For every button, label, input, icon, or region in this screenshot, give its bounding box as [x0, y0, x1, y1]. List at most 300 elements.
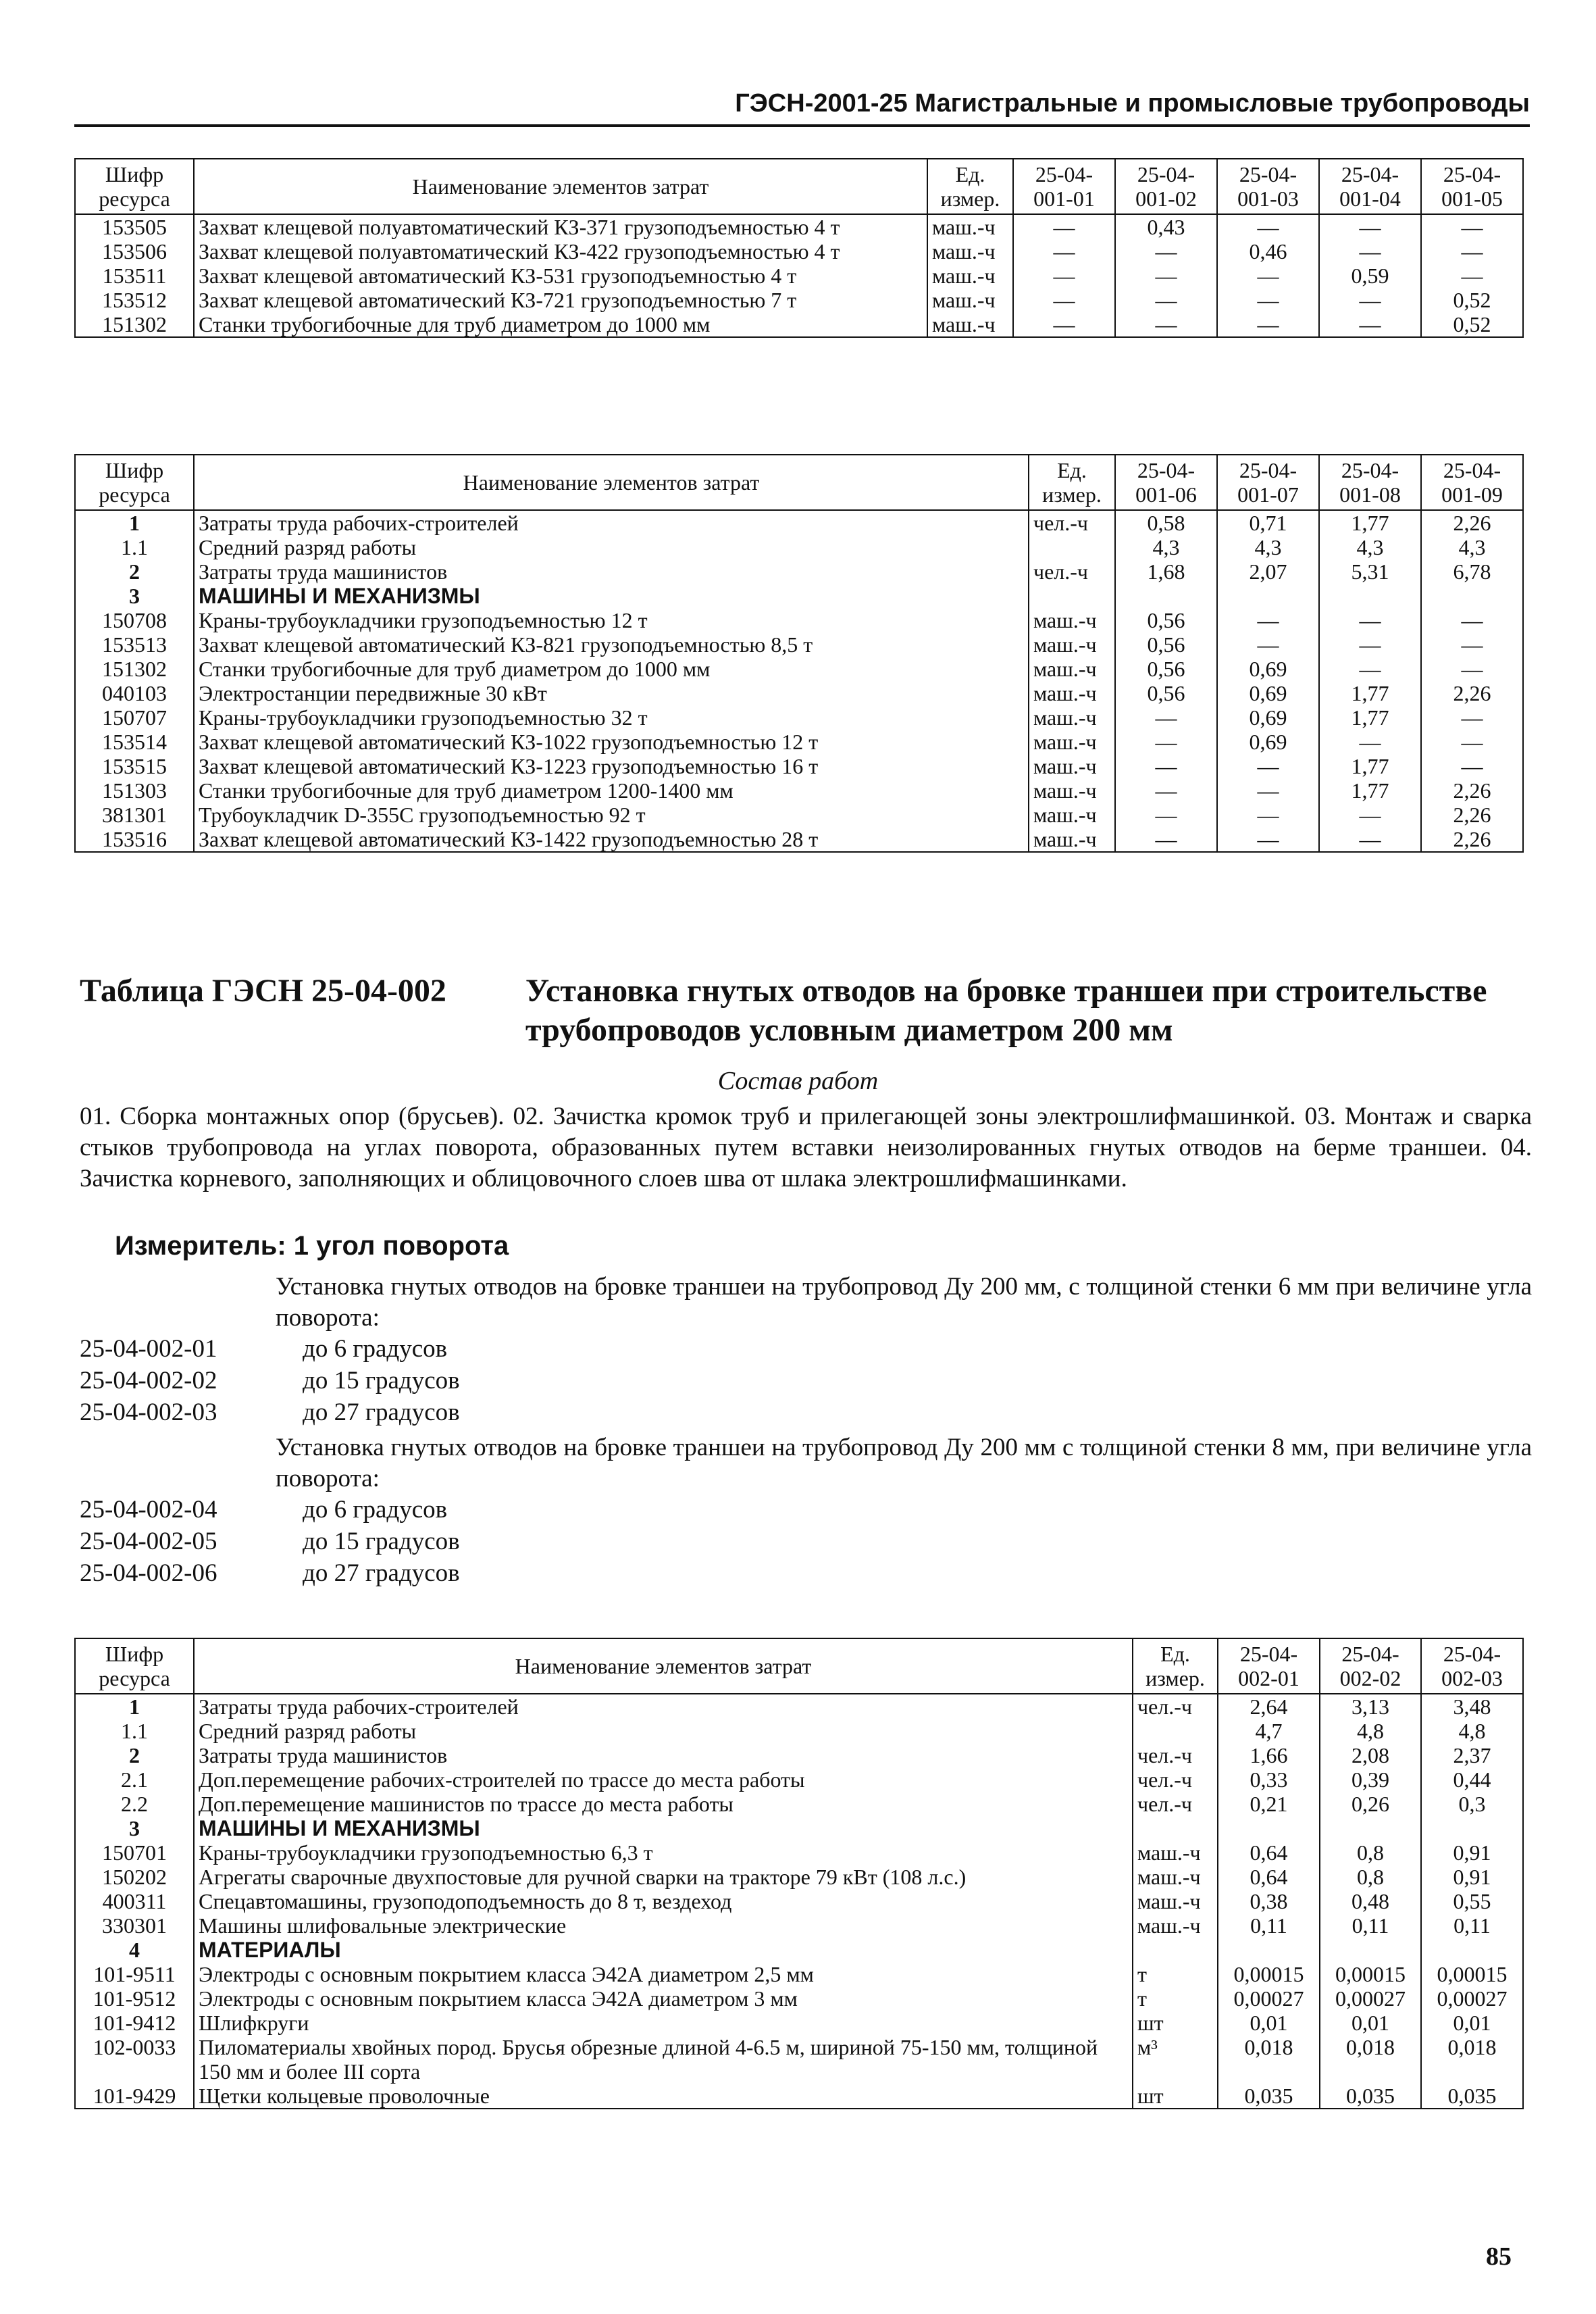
norm-value: —	[1319, 803, 1421, 827]
resource-name: Затраты труда машинистов	[194, 1743, 1133, 1767]
norm-text: до 15 градусов	[303, 1528, 460, 1555]
resource-unit: маш.-ч	[1029, 754, 1115, 778]
norm-value: 0,69	[1217, 657, 1319, 681]
norm-text: до 27 градусов	[303, 1559, 460, 1587]
norm-value: —	[1115, 778, 1217, 803]
norm-item	[80, 1365, 1532, 1397]
norm-text: до 6 градусов	[303, 1335, 448, 1363]
norm-value: 0,01	[1320, 2011, 1421, 2035]
norm-value	[1421, 1938, 1523, 1962]
norm-value: 0,38	[1218, 1889, 1320, 1913]
norm-value: —	[1115, 263, 1217, 288]
resource-code: 153514	[75, 730, 194, 754]
norm-value	[1421, 584, 1523, 608]
norm-value: —	[1115, 754, 1217, 778]
norm-value: 0,8	[1320, 1865, 1421, 1889]
norm-value: 5,31	[1319, 559, 1421, 584]
norm-value: —	[1421, 705, 1523, 730]
norm-code: 25-04-002-02	[80, 1367, 217, 1394]
norm-value	[1218, 1816, 1320, 1840]
table-row	[75, 827, 1523, 852]
table-row	[75, 608, 1523, 632]
norm-value: 4,3	[1421, 535, 1523, 559]
norm-value: 2,26	[1421, 827, 1523, 852]
resource-name: Затраты труда рабочих-строителей	[194, 510, 1029, 535]
norm-value: 1,77	[1319, 705, 1421, 730]
resource-unit	[1133, 1938, 1218, 1962]
norm-value: 0,018	[1218, 2035, 1320, 2084]
norm-value: —	[1421, 608, 1523, 632]
table-row	[75, 2035, 1523, 2084]
resource-unit	[1133, 1816, 1218, 1840]
table-header-row	[75, 455, 1523, 510]
header-code: Шифр ресурса	[75, 455, 194, 510]
running-header: ГЭСН-2001-25 Магистральные и промысловые трубопроводы	[74, 88, 1530, 127]
norm-text: до 15 градусов	[303, 1367, 460, 1394]
norm-value: 2,08	[1320, 1743, 1421, 1767]
resource-unit: маш.-ч	[1029, 608, 1115, 632]
norm-value: 0,56	[1115, 657, 1217, 681]
resource-unit: маш.-ч	[1029, 803, 1115, 827]
norm-value	[1421, 1816, 1523, 1840]
norm-code: 25-04-002-01	[80, 1335, 217, 1363]
norm-value: —	[1421, 263, 1523, 288]
resource-name: МАШИНЫ И МЕХАНИЗМЫ	[194, 1816, 1133, 1840]
norm-value: 0,00015	[1320, 1962, 1421, 1986]
resource-name: Электроды с основным покрытием класса Э42А диаметром 3 мм	[194, 1986, 1133, 2011]
resource-code: 150708	[75, 608, 194, 632]
header-code: Шифр ресурса	[75, 1638, 194, 1694]
norm-value: 0,56	[1115, 632, 1217, 657]
norm-value: —	[1421, 239, 1523, 263]
norm-value: 2,26	[1421, 681, 1523, 705]
resource-code: 101-9429	[75, 2084, 194, 2109]
measure-unit: Измеритель: 1 угол поворота	[115, 1231, 509, 1261]
resource-code: 2	[75, 1743, 194, 1767]
table-row	[75, 1767, 1523, 1792]
norm-item	[80, 1558, 1532, 1590]
header-norm-code: 25-04-001-06	[1115, 455, 1217, 510]
header-norm-code: 25-04-001-07	[1217, 455, 1319, 510]
norm-value: —	[1115, 288, 1217, 312]
norm-value: 0,43	[1115, 214, 1217, 239]
resource-name: Средний разряд работы	[194, 1719, 1133, 1743]
norm-value: 0,00027	[1320, 1986, 1421, 2011]
resource-name: Затраты труда машинистов	[194, 559, 1029, 584]
norm-value: 0,035	[1421, 2084, 1523, 2109]
norm-value: —	[1115, 730, 1217, 754]
resource-name: Захват клещевой автоматический КЗ-1022 грузоподъемностью 12 т	[194, 730, 1029, 754]
norm-value: 2,07	[1217, 559, 1319, 584]
resource-code: 153513	[75, 632, 194, 657]
norm-value: —	[1319, 608, 1421, 632]
resource-name: Щетки кольцевые проволочные	[194, 2084, 1133, 2109]
resource-code: 151303	[75, 778, 194, 803]
resource-name: Станки трубогибочные для труб диаметром до 1000 мм	[194, 657, 1029, 681]
resource-code: 150707	[75, 705, 194, 730]
norm-value: 0,48	[1320, 1889, 1421, 1913]
resource-unit: маш.-ч	[1133, 1865, 1218, 1889]
norm-value	[1320, 1938, 1421, 1962]
resource-unit: чел.-ч	[1133, 1694, 1218, 1719]
resource-unit: маш.-ч	[927, 263, 1013, 288]
norm-item	[80, 1526, 1532, 1558]
resource-unit: маш.-ч	[1029, 730, 1115, 754]
norm-value: 0,39	[1320, 1767, 1421, 1792]
norm-value: 0,69	[1217, 730, 1319, 754]
norm-value: 0,018	[1421, 2035, 1523, 2084]
norm-value: 0,018	[1320, 2035, 1421, 2084]
resource-code: 1.1	[75, 1719, 194, 1743]
resource-code: 2.2	[75, 1792, 194, 1816]
norm-value: 0,035	[1320, 2084, 1421, 2109]
resource-unit: маш.-ч	[1029, 705, 1115, 730]
resource-code: 153512	[75, 288, 194, 312]
norm-value: —	[1319, 730, 1421, 754]
table-row	[75, 1840, 1523, 1865]
table-row	[75, 263, 1523, 288]
resource-name: Захват клещевой полуавтоматический КЗ-422 грузоподъемностью 4 т	[194, 239, 927, 263]
norm-group-heading: Установка гнутых отводов на бровке траншеи на трубопровод Ду 200 мм с толщиной стенки 8 мм, при величине угла поворота:	[276, 1434, 1532, 1492]
norm-value: —	[1421, 214, 1523, 239]
resource-name: Доп.перемещение рабочих-строителей по трассе до места работы	[194, 1767, 1133, 1792]
norm-value: —	[1217, 263, 1319, 288]
resource-code: 101-9512	[75, 1986, 194, 2011]
norm-value: 0,64	[1218, 1865, 1320, 1889]
table-row	[75, 803, 1523, 827]
resource-name: Затраты труда рабочих-строителей	[194, 1694, 1133, 1719]
resource-unit: маш.-ч	[1133, 1840, 1218, 1865]
norm-value: 0,64	[1218, 1840, 1320, 1865]
resource-name: Захват клещевой автоматический КЗ-1422 грузоподъемностью 28 т	[194, 827, 1029, 852]
norm-text: до 27 градусов	[303, 1399, 460, 1426]
table-row	[75, 1792, 1523, 1816]
table-row	[75, 1913, 1523, 1938]
norm-value: 0,55	[1421, 1889, 1523, 1913]
table-row	[75, 288, 1523, 312]
norm-value: —	[1319, 288, 1421, 312]
norm-value: —	[1115, 803, 1217, 827]
norm-value: 2,26	[1421, 803, 1523, 827]
resource-name: Машины шлифовальные электрические	[194, 1913, 1133, 1938]
header-norm-code: 25-04-001-01	[1013, 159, 1115, 214]
table-row	[75, 1889, 1523, 1913]
resource-code: 153516	[75, 827, 194, 852]
header-name: Наименование элементов затрат	[194, 455, 1029, 510]
norm-text: до 6 градусов	[303, 1496, 448, 1524]
norm-value: 2,37	[1421, 1743, 1523, 1767]
resource-name: Трубоукладчик D-355C грузоподъемностью 92 т	[194, 803, 1029, 827]
norm-item	[80, 1397, 1532, 1429]
resource-code: 3	[75, 584, 194, 608]
norm-value: 0,91	[1421, 1865, 1523, 1889]
norm-group-wall-6mm	[80, 1272, 1532, 1429]
norm-value: 0,26	[1320, 1792, 1421, 1816]
norm-value: 0,8	[1320, 1840, 1421, 1865]
norm-value: 0,69	[1217, 681, 1319, 705]
resource-name: Захват клещевой автоматический КЗ-531 грузоподъемностью 4 т	[194, 263, 927, 288]
header-norm-code: 25-04-001-02	[1115, 159, 1217, 214]
header-norm-code: 25-04-002-01	[1218, 1638, 1320, 1694]
norm-item	[80, 1334, 1532, 1365]
header-norm-code: 25-04-001-03	[1217, 159, 1319, 214]
header-unit: Ед. измер.	[1029, 455, 1115, 510]
resource-unit	[1133, 1719, 1218, 1743]
resource-table-25-04-001-part2	[74, 454, 1524, 853]
norm-value: 0,44	[1421, 1767, 1523, 1792]
resource-unit: чел.-ч	[1133, 1743, 1218, 1767]
header-norm-code: 25-04-001-08	[1319, 455, 1421, 510]
norm-value: 0,56	[1115, 681, 1217, 705]
norm-value: —	[1115, 827, 1217, 852]
norm-value: 0,58	[1115, 510, 1217, 535]
resource-code: 150701	[75, 1840, 194, 1865]
norm-code: 25-04-002-06	[80, 1559, 217, 1587]
resource-code: 102-0033	[75, 2035, 194, 2084]
norm-value: 0,00027	[1218, 1986, 1320, 2011]
norm-code: 25-04-002-04	[80, 1496, 217, 1524]
work-description: 01. Сборка монтажных опор (брусьев). 02. Зачистка кромок труб и прилегающей зоны электрошлифмашинкой. 03. Монтаж и сварка стыков трубопровода на углах поворота, образованных путем вставки неизолированных гнутых отводов на берме траншеи. 04. Зачистка корневого, заполняющих и облицовочного слоев шва от шлака электрошлифмашинками.	[80, 1103, 1532, 1192]
norm-value: —	[1217, 803, 1319, 827]
resource-unit: маш.-ч	[1133, 1889, 1218, 1913]
table-row	[75, 1865, 1523, 1889]
norm-value: 2,26	[1421, 778, 1523, 803]
resource-code: 1	[75, 510, 194, 535]
norm-value: 4,3	[1217, 535, 1319, 559]
header-code: Шифр ресурса	[75, 159, 194, 214]
norm-value: 0,01	[1421, 2011, 1523, 2035]
norm-value: —	[1217, 778, 1319, 803]
norm-value: —	[1115, 239, 1217, 263]
norm-value: 0,91	[1421, 1840, 1523, 1865]
resource-code: 151302	[75, 657, 194, 681]
table-row	[75, 239, 1523, 263]
norm-value: 0,21	[1218, 1792, 1320, 1816]
resource-code: 101-9412	[75, 2011, 194, 2035]
norm-value: 0,33	[1218, 1767, 1320, 1792]
resource-unit: маш.-ч	[1133, 1913, 1218, 1938]
resource-code: 153505	[75, 214, 194, 239]
resource-name: Спецавтомашины, грузоподоподъемность до 8 т, вездеход	[194, 1889, 1133, 1913]
norm-code: 25-04-002-05	[80, 1528, 217, 1555]
resource-unit: маш.-ч	[1029, 681, 1115, 705]
norm-group-heading: Установка гнутых отводов на бровке траншеи на трубопровод Ду 200 мм, с толщиной стенки 6 мм при величине угла поворота:	[276, 1273, 1532, 1332]
norm-value	[1320, 1816, 1421, 1840]
resource-name: Краны-трубоукладчики грузоподъемностью 32 т	[194, 705, 1029, 730]
norm-value: 0,035	[1218, 2084, 1320, 2109]
resource-name: Станки трубогибочные для труб диаметром 1200-1400 мм	[194, 778, 1029, 803]
resource-unit: шт	[1133, 2084, 1218, 2109]
norm-value: —	[1319, 239, 1421, 263]
resource-code: 040103	[75, 681, 194, 705]
resource-code: 4	[75, 1938, 194, 1962]
resource-code: 153515	[75, 754, 194, 778]
norm-value: 0,52	[1421, 312, 1523, 337]
table-row	[75, 214, 1523, 239]
norm-value: —	[1319, 312, 1421, 337]
norm-value: —	[1217, 312, 1319, 337]
norm-value: 0,71	[1217, 510, 1319, 535]
resource-unit: т	[1133, 1962, 1218, 1986]
resource-unit: чел.-ч	[1133, 1767, 1218, 1792]
norm-value: —	[1319, 632, 1421, 657]
header-norm-code: 25-04-002-02	[1320, 1638, 1421, 1694]
norm-value	[1319, 584, 1421, 608]
norm-value: 0,01	[1218, 2011, 1320, 2035]
norm-value	[1218, 1938, 1320, 1962]
resource-unit: м³	[1133, 2035, 1218, 2084]
resource-code: 151302	[75, 312, 194, 337]
resource-name: Доп.перемещение машинистов по трассе до места работы	[194, 1792, 1133, 1816]
resource-name: Пиломатериалы хвойных пород. Брусья обрезные длиной 4-6.5 м, шириной 75-150 мм, толщиной 150 мм и более III сорта	[194, 2035, 1133, 2084]
resource-name: Электроды с основным покрытием класса Э42А диаметром 2,5 мм	[194, 1962, 1133, 1986]
norm-value: —	[1217, 288, 1319, 312]
norm-value: 0,00027	[1421, 1986, 1523, 2011]
norm-value: 0,11	[1320, 1913, 1421, 1938]
table-row	[75, 2084, 1523, 2109]
table-row	[75, 778, 1523, 803]
resource-name: Захват клещевой автоматический КЗ-1223 грузоподъемностью 16 т	[194, 754, 1029, 778]
resource-table-25-04-001-part1	[74, 158, 1524, 338]
resource-unit: маш.-ч	[927, 288, 1013, 312]
resource-unit: чел.-ч	[1029, 510, 1115, 535]
norm-value: —	[1013, 312, 1115, 337]
header-norm-code: 25-04-001-05	[1421, 159, 1523, 214]
norm-value: 0,00015	[1421, 1962, 1523, 1986]
resource-name: Захват клещевой автоматический КЗ-821 грузоподъемностью 8,5 т	[194, 632, 1029, 657]
table-row	[75, 754, 1523, 778]
table-number: Таблица ГЭСН 25-04-002	[80, 973, 446, 1009]
resource-unit: шт	[1133, 2011, 1218, 2035]
norm-value: —	[1217, 632, 1319, 657]
page-number: 85	[1486, 2242, 1512, 2271]
table-row	[75, 535, 1523, 559]
norm-value: 0,69	[1217, 705, 1319, 730]
norm-value	[1217, 584, 1319, 608]
norm-item	[80, 1494, 1532, 1526]
section-row	[75, 584, 1523, 608]
norm-value: —	[1421, 632, 1523, 657]
table-row	[75, 312, 1523, 337]
resource-name: МАШИНЫ И МЕХАНИЗМЫ	[194, 584, 1029, 608]
resource-unit: маш.-ч	[1029, 827, 1115, 852]
resource-code: 1.1	[75, 535, 194, 559]
resource-code: 150202	[75, 1865, 194, 1889]
norm-value: 0,11	[1421, 1913, 1523, 1938]
header-name: Наименование элементов затрат	[194, 1638, 1133, 1694]
norm-value: —	[1217, 214, 1319, 239]
resource-name: Захват клещевой полуавтоматический КЗ-371 грузоподъемностью 4 т	[194, 214, 927, 239]
table-row	[75, 657, 1523, 681]
norm-value: —	[1217, 608, 1319, 632]
table-row	[75, 1719, 1523, 1743]
resource-name: МАТЕРИАЛЫ	[194, 1938, 1133, 1962]
resource-table-25-04-002	[74, 1638, 1524, 2109]
header-norm-code: 25-04-001-09	[1421, 455, 1523, 510]
norm-value: 3,48	[1421, 1694, 1523, 1719]
norm-value: —	[1013, 214, 1115, 239]
table-row	[75, 510, 1523, 535]
norm-value: —	[1421, 730, 1523, 754]
norm-value	[1115, 584, 1217, 608]
table-row	[75, 1694, 1523, 1719]
resource-code: 3	[75, 1816, 194, 1840]
resource-name: Краны-трубоукладчики грузоподъемностью 6,3 т	[194, 1840, 1133, 1865]
resource-name: Захват клещевой автоматический КЗ-721 грузоподъемностью 7 т	[194, 288, 927, 312]
norm-value: 6,78	[1421, 559, 1523, 584]
norm-value: —	[1013, 263, 1115, 288]
norm-value: —	[1115, 312, 1217, 337]
header-unit: Ед. измер.	[1133, 1638, 1218, 1694]
resource-name: Станки трубогибочные для труб диаметром до 1000 мм	[194, 312, 927, 337]
resource-unit	[1029, 535, 1115, 559]
norm-value: 0,46	[1217, 239, 1319, 263]
norm-value: 4,8	[1320, 1719, 1421, 1743]
table-row	[75, 705, 1523, 730]
norm-value: 4,3	[1115, 535, 1217, 559]
norm-value: 2,26	[1421, 510, 1523, 535]
resource-unit: маш.-ч	[1029, 778, 1115, 803]
resource-code: 381301	[75, 803, 194, 827]
table-title: Установка гнутых отводов на бровке траншеи при строительстве трубопроводов условным диаметром 200 мм	[525, 973, 1487, 1048]
table-row	[75, 1743, 1523, 1767]
table-row	[75, 681, 1523, 705]
resource-name: Электростанции передвижные 30 кВт	[194, 681, 1029, 705]
section-row	[75, 1938, 1523, 1962]
table-row	[75, 559, 1523, 584]
resource-unit: т	[1133, 1986, 1218, 2011]
norm-value: 2,64	[1218, 1694, 1320, 1719]
norm-value: 4,3	[1319, 535, 1421, 559]
norm-group-wall-8mm	[80, 1432, 1532, 1590]
table-row	[75, 1962, 1523, 1986]
table-row	[75, 632, 1523, 657]
resource-code: 1	[75, 1694, 194, 1719]
norm-value: 3,13	[1320, 1694, 1421, 1719]
resource-unit	[1029, 584, 1115, 608]
norm-value: 0,59	[1319, 263, 1421, 288]
norm-value: —	[1319, 214, 1421, 239]
resource-code: 2.1	[75, 1767, 194, 1792]
norm-value: —	[1217, 827, 1319, 852]
resource-unit: чел.-ч	[1029, 559, 1115, 584]
norm-value: 0,11	[1218, 1913, 1320, 1938]
resource-unit: маш.-ч	[1029, 632, 1115, 657]
norm-value: 4,7	[1218, 1719, 1320, 1743]
norm-value: —	[1013, 288, 1115, 312]
norm-value: 0,56	[1115, 608, 1217, 632]
resource-name: Краны-трубоукладчики грузоподъемностью 12 т	[194, 608, 1029, 632]
header-name: Наименование элементов затрат	[194, 159, 927, 214]
norm-value: —	[1319, 657, 1421, 681]
norm-value: —	[1421, 657, 1523, 681]
norm-value: 1,77	[1319, 778, 1421, 803]
norm-value: 1,77	[1319, 510, 1421, 535]
resource-code: 400311	[75, 1889, 194, 1913]
resource-code: 101-9511	[75, 1962, 194, 1986]
norm-value: —	[1013, 239, 1115, 263]
section-row	[75, 1816, 1523, 1840]
norm-value: —	[1217, 754, 1319, 778]
norm-value: 4,8	[1421, 1719, 1523, 1743]
norm-value: 0,00015	[1218, 1962, 1320, 1986]
resource-name: Шлифкруги	[194, 2011, 1133, 2035]
header-unit: Ед. измер.	[927, 159, 1013, 214]
norm-value: 1,68	[1115, 559, 1217, 584]
resource-unit: маш.-ч	[1029, 657, 1115, 681]
composition-label: Состав работ	[717, 1067, 879, 1095]
resource-unit: маш.-ч	[927, 214, 1013, 239]
